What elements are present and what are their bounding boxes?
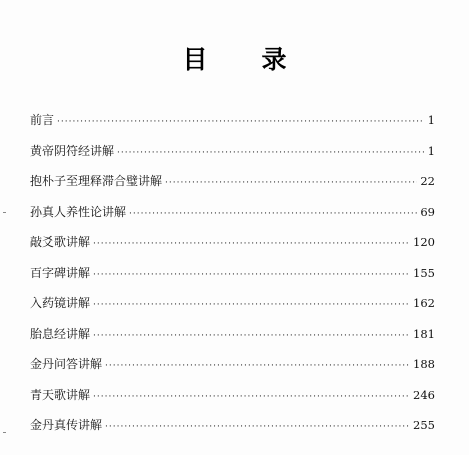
toc-entry-title: 敲爻歌讲解 bbox=[30, 235, 91, 249]
toc-entry-page: 22 bbox=[420, 174, 435, 188]
toc-entry-title: 入药镜讲解 bbox=[30, 296, 91, 310]
scan-margin-mark bbox=[3, 212, 6, 213]
dot-leader bbox=[93, 237, 410, 251]
toc-entry-page: 246 bbox=[413, 387, 435, 402]
toc-entry-page: 181 bbox=[413, 326, 435, 341]
toc-entry-title: 金丹真传讲解 bbox=[30, 418, 103, 432]
toc-entry-title: 孙真人养性论讲解 bbox=[30, 204, 127, 219]
dot-leader bbox=[105, 420, 410, 434]
toc-entry-title: 胎息经讲解 bbox=[30, 326, 91, 341]
toc-entry-page: 188 bbox=[413, 357, 435, 371]
contents-heading-char-1: 目 bbox=[182, 45, 208, 74]
toc-entry-title: 金丹问答讲解 bbox=[30, 357, 103, 371]
toc-entry-title: 抱朴子至理释滞合璧讲解 bbox=[30, 174, 163, 188]
toc-entry bbox=[30, 205, 435, 236]
toc-entry-page: 255 bbox=[413, 418, 435, 432]
toc-entry-title: 百字碑讲解 bbox=[30, 265, 91, 280]
toc-entry bbox=[30, 235, 435, 266]
dot-leader bbox=[93, 329, 410, 343]
toc-entry bbox=[30, 418, 435, 449]
scan-margin-mark bbox=[3, 432, 6, 433]
contents-heading-char-2: 录 bbox=[261, 45, 287, 74]
toc-entry bbox=[30, 296, 435, 327]
dot-leader bbox=[57, 115, 424, 129]
toc-entry-title: 青天歌讲解 bbox=[30, 387, 91, 402]
dot-leader bbox=[117, 146, 424, 160]
toc-entry-page: 1 bbox=[427, 143, 435, 158]
dot-leader bbox=[105, 359, 410, 373]
table-of-contents bbox=[30, 113, 435, 449]
toc-entry-page: 155 bbox=[413, 265, 435, 280]
toc-entry-title: 黄帝阴符经讲解 bbox=[30, 143, 115, 158]
toc-entry-page: 69 bbox=[420, 204, 435, 219]
toc-entry bbox=[30, 388, 435, 419]
toc-entry bbox=[30, 144, 435, 175]
toc-entry bbox=[30, 357, 435, 388]
dot-leader bbox=[93, 298, 410, 312]
dot-leader bbox=[93, 390, 410, 404]
toc-entry bbox=[30, 113, 435, 144]
toc-entry bbox=[30, 266, 435, 297]
toc-entry-page: 120 bbox=[413, 235, 435, 249]
toc-entry bbox=[30, 327, 435, 358]
contents-heading bbox=[0, 38, 469, 78]
dot-leader bbox=[93, 268, 410, 282]
toc-entry-title: 前言 bbox=[30, 113, 55, 127]
toc-entry-page: 162 bbox=[413, 296, 435, 310]
toc-entry bbox=[30, 174, 435, 205]
toc-entry-page: 1 bbox=[427, 113, 435, 127]
dot-leader bbox=[129, 207, 417, 221]
dot-leader bbox=[165, 176, 417, 190]
